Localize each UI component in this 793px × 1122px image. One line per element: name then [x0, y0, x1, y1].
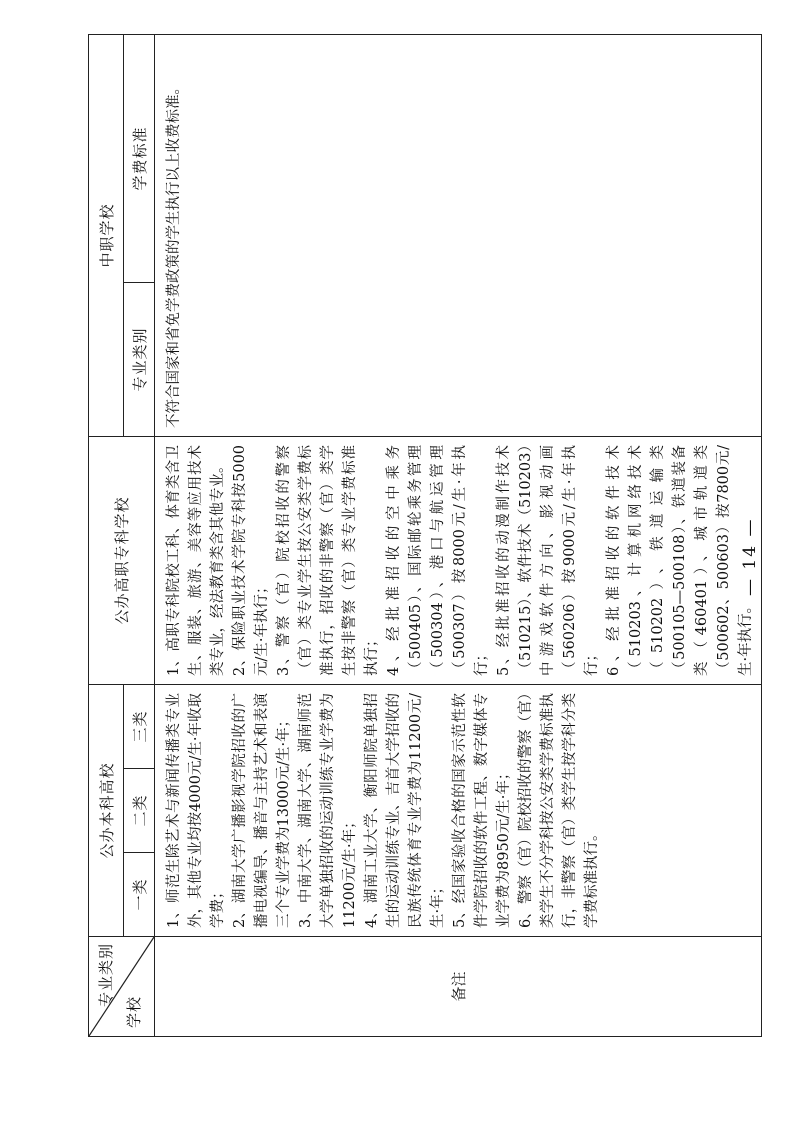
- remarks-row: [155, 34, 762, 1036]
- remark-vocational-5: 5、经批准招收的动漫制作技术（510215）、软件技术（510203）中游戏软件方向、影视动画（560206）按9000元/生·年执行；: [496, 444, 600, 676]
- remark-vocational-1: 1、高职专科院校工科、体育类含卫生、服装、旅游、美容等应用技术类专业，经法教育类含其他专业。: [166, 444, 226, 676]
- remark-vocational-3: 3、警察（官）院校招收的警察（官）类专业学生按公安类学费标准执行，招收的非警察（官）类学生按非警察（官）类专业学费标准执行；: [276, 444, 380, 676]
- remark-vocational-6: 6、经批准招收的软件技术（510203、计算机网络技术（510202）、铁道运输类（500105—500108）、铁道装备类（460401）、城市轨道类（500602、500603）按7800元/生·年执行。: [606, 444, 754, 676]
- header-secondary-vocational: 中职学校: [89, 34, 124, 436]
- header-cat1: 一类: [124, 853, 155, 937]
- remarks-vocational-cell: [155, 436, 762, 684]
- remark-undergrad-5: 5、经国家验收合格的国家示范性软件学院招收的软件工程、数字媒体专业学费为8950元/生·年；: [452, 692, 512, 928]
- header-major-category: 专业类别: [97, 943, 115, 1008]
- remark-secondary: 不符合国家和省免学费政策的学生执行以上收费标准。: [166, 79, 182, 428]
- remark-undergrad-1: 1、师范生除艺术与新闻传播类专业外，其他专业均按4000元/生·年收取学费；: [166, 692, 226, 928]
- header-school: 学校: [125, 995, 143, 1028]
- remark-undergrad-4: 4、湖南工业大学、衡阳师院单独招生的运动训练专业、吉首大学招收的民族传统体育专业学费为11200元/生·年；: [364, 692, 446, 928]
- remark-undergrad-3: 3、中南大学、湖南大学、湖南师范大学单独招收的运动训练专业学费为11200元/生·年；: [298, 692, 358, 928]
- remark-vocational-4: 4、经批准招收的空中乘务（500405）、国际邮轮乘务管理（500304）、港口与航运管理（500307）按8000元/生·年执行；: [386, 444, 490, 676]
- header-cat3: 三类: [124, 684, 155, 768]
- header-secondary-fee-standard: 学费标准: [124, 34, 155, 282]
- page-number: — 14 —: [740, 517, 760, 596]
- header-secondary-major-category: 专业类别: [124, 282, 155, 436]
- fee-table: [88, 34, 762, 1037]
- remarks-undergrad-cell: [155, 684, 762, 936]
- remark-undergrad-6: 6、警察（官）院校招收的警察（官）类学生不分学科按公安类学费标准执行，非警察（官）类学生按学科分类学费标准执行。: [518, 692, 600, 928]
- remark-vocational-2: 2、保险职业技术学院专科按5000元/生·年执行；: [232, 444, 270, 676]
- header-public-vocational: 公办高职专科学校: [89, 436, 155, 684]
- header-row-1: [89, 34, 124, 1036]
- header-cat2: 二类: [124, 769, 155, 853]
- header-corner-cell: [89, 937, 155, 1037]
- remarks-secondary-cell: [155, 34, 762, 436]
- remark-undergrad-2: 2、湖南大学广播影视学院招收的广播电视编导、播音与主持艺术和表演三个专业学费为13000元/生·年；: [232, 692, 292, 928]
- remarks-label: 备注: [155, 937, 762, 1037]
- header-public-undergrad: 公办本科高校: [89, 684, 124, 936]
